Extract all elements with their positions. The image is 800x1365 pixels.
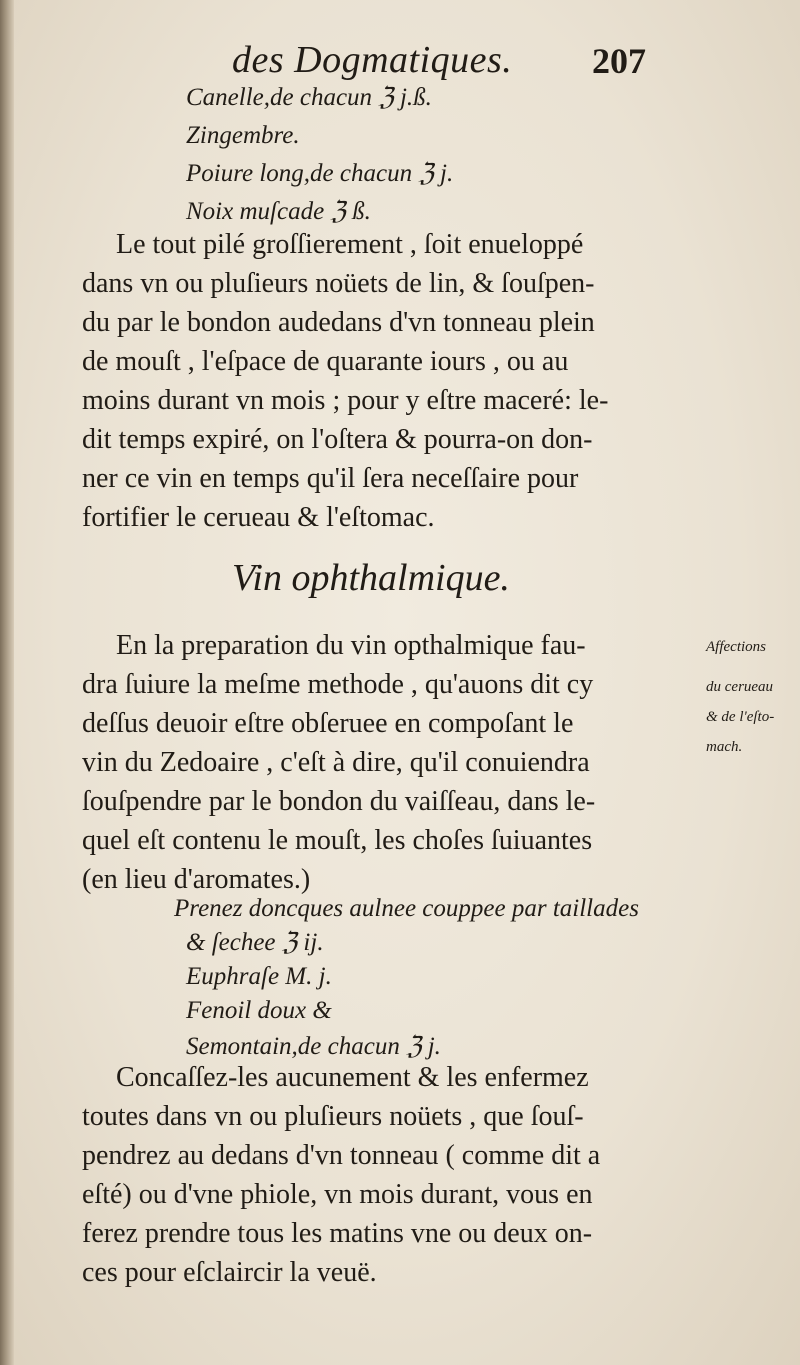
- paragraph-line: toutes dans vn ou pluſieurs noüets , que ſouſ-: [82, 1101, 584, 1132]
- paragraph-line: du par le bondon audedans d'vn tonneau plein: [82, 307, 595, 338]
- paragraph-line: Le tout pilé groſſierement , ſoit enueloppé: [116, 229, 584, 260]
- recipe-line: Fenoil doux &: [186, 997, 332, 1024]
- paragraph-line: pendrez au dedans d'vn tonneau ( comme dit a: [82, 1140, 601, 1171]
- paragraph-line: fortifier le cerueau & l'eſtomac.: [82, 502, 435, 533]
- paragraph-line: dra ſuiure la meſme methode , qu'auons dit cy: [82, 669, 594, 700]
- recipe-line: Poiure long,de chacun ℨ j.: [186, 160, 454, 187]
- margin-note-line: Affections: [706, 639, 766, 655]
- paragraph-line: dit temps expiré, on l'oſtera & pourra-on don-: [82, 424, 593, 455]
- paragraph-line: moins durant vn mois ; pour y eſtre maceré: le-: [82, 385, 609, 416]
- recipe-line: Zingembre.: [186, 122, 300, 149]
- margin-note-line: mach.: [706, 739, 743, 755]
- paragraph-line: deſſus deuoir eſtre obſeruee en compoſant le: [82, 708, 574, 739]
- recipe-line: Prenez doncques aulnee couppee par taillades: [174, 895, 639, 922]
- paragraph-line: quel eſt contenu le mouſt, les choſes ſuiuantes: [82, 825, 593, 856]
- paragraph-line: En la preparation du vin opthalmique fau-: [116, 630, 586, 661]
- recipe-line: Canelle,de chacun ℨ j.ß.: [186, 84, 432, 111]
- paragraph-line: vin du Zedoaire , c'eſt à dire, qu'il conuiendra: [82, 747, 590, 778]
- paragraph-line: (en lieu d'aromates.): [82, 864, 311, 895]
- margin-note-line: & de l'eſto-: [706, 709, 775, 725]
- paragraph-line: ner ce vin en temps qu'il ſera neceſſaire pour: [82, 463, 579, 494]
- paragraph-line: ſouſpendre par le bondon du vaiſſeau, dans le-: [82, 786, 596, 817]
- running-title: des Dogmatiques.: [232, 39, 513, 81]
- paragraph-line: Concaſſez-les aucunement & les enfermez: [116, 1062, 589, 1093]
- section-title: Vin ophthalmique.: [232, 557, 510, 599]
- paragraph-line: ferez prendre tous les matins vne ou deux on-: [82, 1218, 593, 1249]
- margin-note-line: du cerueau: [706, 679, 774, 695]
- book-gutter: [0, 0, 14, 1365]
- recipe-line: Semontain,de chacun ℨ j.: [186, 1033, 441, 1060]
- recipe-line: Noix muſcade ℨ ß.: [186, 198, 371, 225]
- recipe-line: & ſechee ℨ ij.: [186, 929, 324, 956]
- paragraph-line: eſté) ou d'vne phiole, vn mois durant, vous en: [82, 1179, 593, 1210]
- recipe-line: Euphraſe M. j.: [186, 963, 332, 990]
- paragraph-line: dans vn ou pluſieurs noüets de lin, & ſouſpen-: [82, 268, 595, 299]
- paragraph-line: de mouſt , l'eſpace de quarante iours , ou au: [82, 346, 569, 377]
- page-number: 207: [592, 41, 646, 81]
- paragraph-line: ces pour eſclaircir la veuë.: [82, 1257, 377, 1288]
